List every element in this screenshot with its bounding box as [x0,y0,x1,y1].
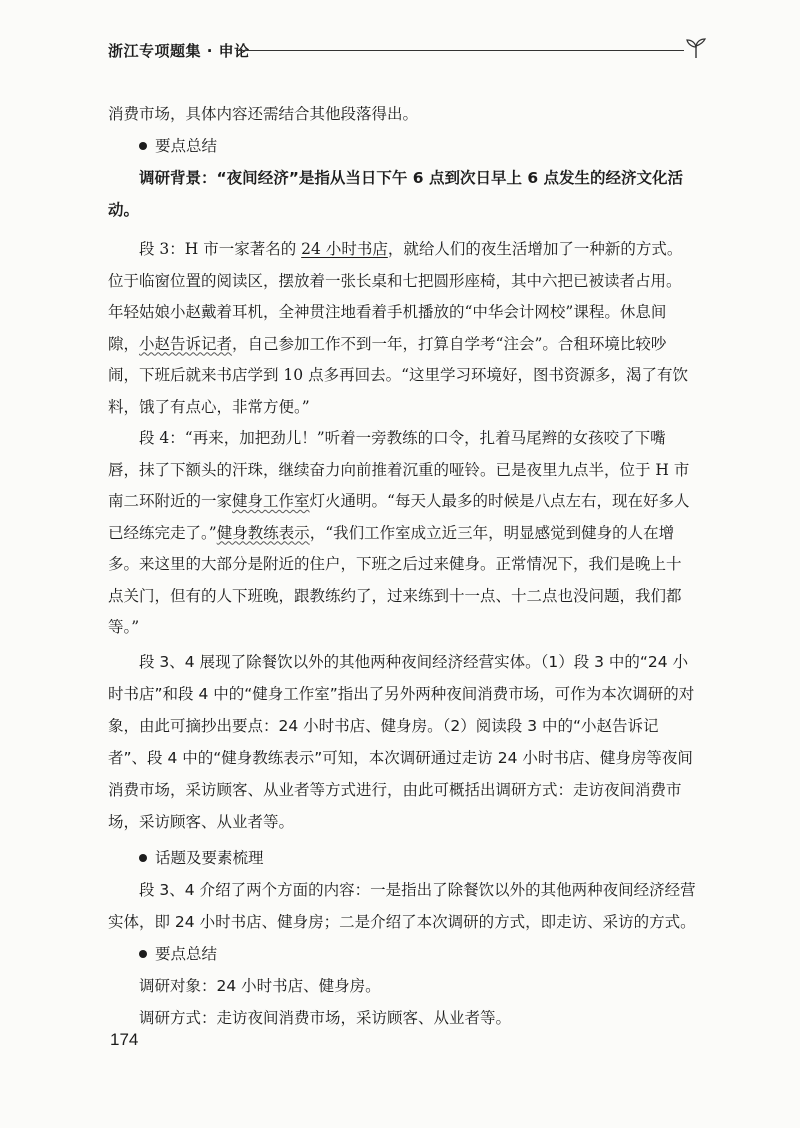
paragraph-analysis: 段 3、4 展现了除餐饮以外的其他两种夜间经济经营实体。（1）段 3 中的“24 小时书店”和段 4 中的“健身工作室”指出了另外两种夜间消费市场，可作为本次调研的对象，由此可摘抄出要点：24 小时书店、健身房。（2）阅读段 3 中的“小赵告诉记者”、段 4 中的“健身教练表示”可知，本次调研通过走访 24 小时书店、健身房等夜间消费市场，采访顾客、从业者等方式进行，由此可概括出调研方式：走访夜间消费市场，采访顾客、从业者等。 [108,652,695,831]
paragraph-seg4: 段 4：“再来，加把劲儿！”听着一旁教练的口令，扎着马尾辫的女孩咬了下嘴唇，抹了下额头的汗珠，继续奋力向前推着沉重的哑铃。已是夜里九点半，位于 H 市南二环附近的一家健身工作室灯火通明。“每天人最多的时候是八点左右，现在好多人已经练完走了。”健身教练表示，“我们工作室成立近三年，明显感觉到健身的人在增多。来这里的大部分是附近的住户，下班之后过来健身。正常情况下，我们是晚上十点关门，但有的人下班晚，跟教练约了，过来练到十一点、十二点也没问题，我们都等。” [108,429,690,636]
bullet-dot-icon [139,950,147,958]
bullet-topic-elements: 话题及要素梳理 [108,842,696,874]
research-method: 调研方式：走访夜间消费市场，采访顾客、从业者等。 [139,1008,512,1027]
bullet-dot-icon [139,854,147,862]
page-header [108,36,708,64]
bullet-summary-2: 要点总结 [108,938,696,970]
paragraph-intro: 消费市场，具体内容还需结合其他段落得出。 [108,105,419,123]
paragraph-topic: 段 3、4 介绍了两个方面的内容：一是指出了除餐饮以外的其他两种夜间经济经营实体，即 24 小时书店、健身房；二是介绍了本次调研的方式，即走访、采访的方式。 [108,880,696,931]
page-number: 174 [110,1030,139,1049]
wavy-xiaozhao-told-reporter: 小赵告诉记者 [139,334,233,353]
header-rule [236,50,684,51]
bullet-summary-1: 要点总结 [108,130,696,162]
page-content [108,98,696,1034]
wavy-fitness-studio: 健身工作室 [232,492,310,510]
research-object: 调研对象：24 小时书店、健身房。 [139,976,381,995]
underline-24h-bookstore: 24 小时书店 [301,240,388,258]
bullet-dot-icon [139,142,147,150]
paragraph-seg3: 段 3：H 市一家著名的 24 小时书店，就给人们的夜生活增加了一种新的方式。位于临窗位置的阅读区，摆放着一张长桌和七把圆形座椅，其中六把已被读者占用。年轻姑娘小赵戴着耳机，全神贯注地看着手机播放的“中华会计网校”课程。休息间隙，小赵告诉记者，自己参加工作不到一年，打算自学考“注会”。合租环境比较吵闹，下班后就来书店学到 10 点多再回去。“这里学习环境好，图书资源多，渴了有饮料，饿了有点心，非常方便。” [108,240,689,416]
header-title: 浙江专项题集 · 申论 [108,42,250,60]
research-background: 调研背景：“夜间经济”是指从当日下午 6 点到次日早上 6 点发生的经济文化活动。 [108,169,684,219]
sprout-icon [684,36,708,60]
wavy-coach-said: 健身教练表示 [216,523,310,542]
